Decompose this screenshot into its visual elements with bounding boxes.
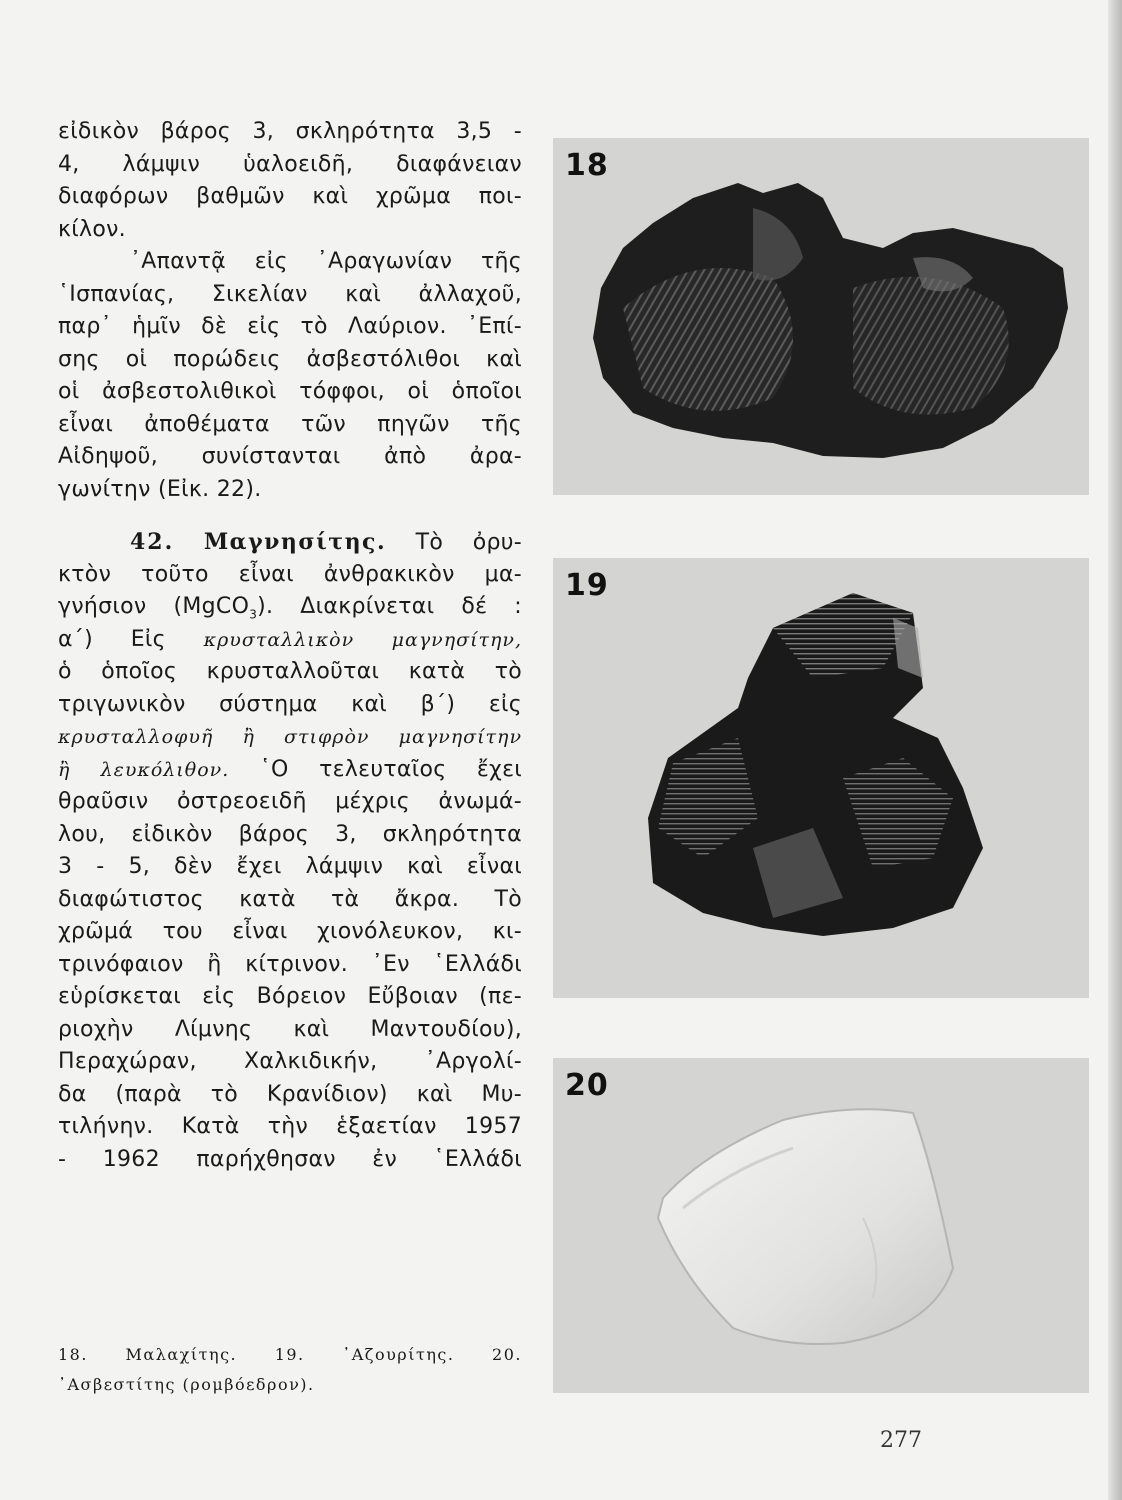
body-line: εὑρίσκεται εἰς Βόρειον Εὔβοιαν (πε-	[58, 984, 522, 1009]
body-line: παρ᾿ ἡμῖν δὲ εἰς τὸ Λαύριον. ᾿Επί-	[58, 314, 522, 339]
plate-number: 19	[565, 568, 609, 603]
caption-line: 18. Μαλαχίτης. 19. ᾿Αζουρίτης. 20.	[58, 1345, 522, 1364]
body-line	[58, 624, 522, 657]
body-line	[58, 591, 522, 624]
body-line: - 1962 παρήχθησαν ἐν ῾Ελλάδι	[58, 1146, 522, 1172]
plate-number: 20	[565, 1068, 609, 1103]
figure-caption	[58, 1340, 522, 1400]
body-line: διαφώτιστος κατὰ τὰ ἄκρα. Τὸ	[58, 886, 522, 912]
plate-20	[553, 1058, 1089, 1393]
body-line: οἱ ἀσβεστολιθικοὶ τόφφοι, οἱ ὁποῖοι	[58, 379, 522, 404]
italic-term: ἢ λευκόλιθον.	[58, 758, 230, 781]
body-line: ὁ ὁποῖος κρυσταλλοῦται κατὰ τὸ	[58, 659, 522, 684]
body-line: τρινόφαιον ἢ κίτρινον. ᾿Εν ῾Ελλάδι	[58, 951, 522, 977]
caption-line: ᾿Ασβεστίτης (ρομβόεδρον).	[58, 1375, 315, 1394]
body-text: γνήσιον (MgCO	[58, 594, 250, 619]
plate-18	[553, 138, 1089, 495]
page-number: 277	[880, 1428, 922, 1453]
section-heading-line	[58, 526, 522, 559]
body-text: ). Διακρίνεται δέ :	[257, 594, 523, 619]
body-line: γωνίτην (Εἰκ. 22).	[58, 476, 262, 502]
section-title: Μαγνησίτης.	[203, 529, 387, 555]
italic-term: κρυσταλλοφυῆ ἢ στιφρὸν μαγνησίτην	[58, 726, 522, 748]
body-line: λου, εἰδικὸν βάρος 3, σκληρότητα	[58, 821, 522, 847]
body-line: τιλήνην. Κατὰ τὴν ἑξαετίαν 1957	[58, 1114, 522, 1139]
body-line: ᾿Απαντᾷ εἰς ᾿Αραγωνίαν τῆς	[130, 249, 522, 274]
body-line: 3 - 5, δὲν ἔχει λάμψιν καὶ εἶναι	[58, 854, 522, 879]
body-line: σης οἱ πορώδεις ἀσβεστόλιθοι καὶ	[58, 346, 522, 372]
page-edge	[1108, 0, 1122, 1500]
body-line: Περαχώραν, Χαλκιδικήν, ᾿Αργολί-	[58, 1049, 522, 1074]
plate-19	[553, 558, 1089, 998]
body-text: Τὸ ὀρυ-	[415, 530, 523, 555]
subscript: 3	[249, 607, 258, 622]
body-line: 4, λάμψιν ὑαλοειδῆ, διαφάνειαν	[58, 151, 522, 177]
section-number: 42.	[130, 529, 175, 555]
italic-term: κρυσταλλικὸν μαγνησίτην,	[203, 628, 523, 651]
plate-number: 18	[565, 148, 609, 183]
azurite-image	[553, 558, 1089, 998]
body-line: δα (παρὰ τὸ Κρανίδιον) καὶ Μυ-	[58, 1081, 522, 1107]
body-line: θραῦσιν ὀστρεοειδῆ μέχρις ἀνωμά-	[58, 789, 522, 814]
body-line: τριγωνικὸν σύστημα καὶ β´) εἰς	[58, 691, 522, 717]
body-line: εἰδικὸν βάρος 3, σκληρότητα 3,5 -	[58, 119, 522, 144]
body-line: κίλον.	[58, 216, 126, 242]
calcite-image	[553, 1058, 1089, 1393]
body-text: ῾Ο τελευταῖος ἔχει	[259, 756, 523, 782]
body-line	[58, 754, 522, 787]
malachite-image	[553, 138, 1089, 495]
body-line: ριοχὴν Λίμνης καὶ Μαντουδίου),	[58, 1016, 522, 1042]
text-column	[58, 116, 522, 1176]
body-text: α´) Εἰς	[58, 626, 166, 652]
body-line: κτὸν τοῦτο εἶναι ἀνθρακικὸν μα-	[58, 561, 522, 587]
body-line: χρῶμά του εἶναι χιονόλευκον, κι-	[58, 919, 522, 944]
body-line: Αἰδηψοῦ, συνίστανται ἀπὸ ἀρα-	[58, 444, 522, 469]
body-line: εἶναι ἀποθέματα τῶν πηγῶν τῆς	[58, 411, 522, 437]
body-line: ῾Ισπανίας, Σικελίαν καὶ ἀλλαχοῦ,	[58, 281, 522, 307]
body-line: διαφόρων βαθμῶν καὶ χρῶμα ποι-	[58, 184, 522, 209]
body-line	[58, 721, 522, 754]
